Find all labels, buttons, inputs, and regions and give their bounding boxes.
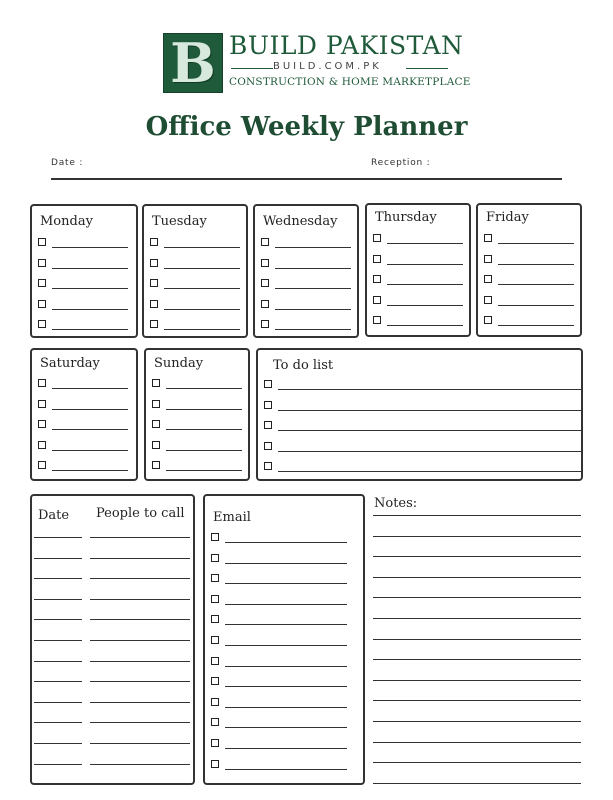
checkbox[interactable] [264,401,272,409]
write-line [225,542,347,543]
call-person-line [90,578,190,579]
calls-box [30,494,195,785]
checkbox[interactable] [261,300,269,308]
write-line [225,707,347,708]
write-line [225,727,347,728]
checkbox[interactable] [373,316,381,324]
checkbox[interactable] [38,300,46,308]
checkbox[interactable] [211,718,219,726]
checkbox[interactable] [373,234,381,242]
email-title: Email [213,510,251,525]
call-date-line [34,599,82,600]
call-person-line [90,743,190,744]
note-line [373,597,581,598]
write-line [387,284,463,285]
day-title: Sunday [154,356,204,371]
checkbox[interactable] [150,259,158,267]
write-line [498,305,574,306]
checkbox[interactable] [152,441,160,449]
write-line [164,247,240,248]
write-line [225,666,347,667]
call-person-line [90,681,190,682]
checkbox[interactable] [211,615,219,623]
write-line [164,309,240,310]
write-line [225,748,347,749]
logo-mark-icon: B [163,33,223,93]
write-line [225,624,347,625]
call-date-line [34,661,82,662]
logo-domain: BUILD.COM.PK [273,61,382,72]
write-line [225,583,347,584]
checkbox[interactable] [211,595,219,603]
checkbox[interactable] [211,574,219,582]
day-title: Wednesday [263,214,338,229]
logo-rule-right [406,68,448,69]
calls-date-header: Date [38,508,70,523]
calls-people-header: People to call [96,506,185,521]
checkbox[interactable] [373,275,381,283]
checkbox[interactable] [211,739,219,747]
checkbox[interactable] [150,300,158,308]
write-line [275,247,351,248]
checkbox[interactable] [264,380,272,388]
write-line [164,329,240,330]
day-title: Saturday [40,356,100,371]
checkbox[interactable] [373,296,381,304]
call-person-line [90,599,190,600]
call-person-line [90,537,190,538]
checkbox[interactable] [484,296,492,304]
call-date-line [34,722,82,723]
todo-title: To do list [273,358,334,373]
checkbox[interactable] [211,554,219,562]
write-line [387,243,463,244]
write-line [278,410,583,411]
note-line [373,577,581,578]
write-line [52,309,128,310]
write-line [52,329,128,330]
notes-area [373,494,583,789]
checkbox[interactable] [38,259,46,267]
checkbox[interactable] [211,760,219,768]
write-line [275,288,351,289]
day-box-thursday [365,203,471,337]
call-person-line [90,702,190,703]
day-box-monday [30,204,138,338]
notes-title: Notes: [374,496,418,511]
day-box-wednesday [253,204,359,338]
day-title: Friday [486,210,529,225]
email-box [203,494,365,785]
checkbox[interactable] [38,379,46,387]
day-title: Tuesday [152,214,207,229]
write-line [225,686,347,687]
write-line [387,305,463,306]
note-line [373,639,581,640]
date-label: Date : [51,158,84,168]
call-date-line [34,702,82,703]
checkbox[interactable] [38,400,46,408]
write-line [225,563,347,564]
call-date-line [34,558,82,559]
checkbox[interactable] [38,279,46,287]
note-line [373,700,581,701]
checkbox[interactable] [484,234,492,242]
write-line [52,409,128,410]
note-line [373,556,581,557]
checkbox[interactable] [211,657,219,665]
brand-logo [163,31,471,95]
write-line [225,645,347,646]
checkbox[interactable] [484,316,492,324]
write-line [52,429,128,430]
call-person-line [90,558,190,559]
day-box-saturday [30,348,138,481]
note-line [373,762,581,763]
checkbox[interactable] [150,320,158,328]
checkbox[interactable] [211,698,219,706]
logo-brand-name: BUILD PAKISTAN [229,31,464,60]
checkbox[interactable] [38,238,46,246]
note-line [373,536,581,537]
write-line [498,284,574,285]
write-line [275,309,351,310]
day-box-tuesday [142,204,248,338]
write-line [166,388,242,389]
write-line [498,264,574,265]
call-person-line [90,722,190,723]
checkbox[interactable] [211,677,219,685]
write-line [225,769,347,770]
call-date-line [34,743,82,744]
checkbox[interactable] [152,379,160,387]
write-line [164,288,240,289]
checkbox[interactable] [38,320,46,328]
checkbox[interactable] [38,461,46,469]
write-line [387,325,463,326]
checkbox[interactable] [484,255,492,263]
write-line [166,470,242,471]
write-line [166,409,242,410]
day-title: Thursday [375,210,437,225]
checkbox[interactable] [484,275,492,283]
call-date-line [34,681,82,682]
logo-rule-left [231,68,273,69]
header-rule [51,178,562,180]
call-date-line [34,640,82,641]
note-line [373,680,581,681]
write-line [278,471,583,472]
write-line [52,388,128,389]
write-line [52,288,128,289]
write-line [275,268,351,269]
write-line [498,325,574,326]
checkbox[interactable] [211,636,219,644]
write-line [164,268,240,269]
page-title: Office Weekly Planner [145,112,468,142]
checkbox[interactable] [264,421,272,429]
checkbox[interactable] [150,279,158,287]
write-line [498,243,574,244]
write-line [52,450,128,451]
checkbox[interactable] [152,400,160,408]
write-line [278,389,583,390]
checkbox[interactable] [38,441,46,449]
note-line [373,659,581,660]
write-line [52,470,128,471]
day-box-friday [476,203,582,337]
checkbox[interactable] [38,420,46,428]
call-person-line [90,619,190,620]
checkbox[interactable] [150,238,158,246]
note-line [373,721,581,722]
call-date-line [34,764,82,765]
write-line [225,604,347,605]
write-line [278,430,583,431]
call-person-line [90,764,190,765]
checkbox[interactable] [261,259,269,267]
note-line [373,742,581,743]
checkbox[interactable] [261,279,269,287]
write-line [166,429,242,430]
reception-label: Reception : [371,158,431,168]
call-date-line [34,578,82,579]
write-line [52,247,128,248]
todo-box [256,348,583,481]
logo-tagline: CONSTRUCTION & HOME MARKETPLACE [229,76,471,88]
checkbox[interactable] [152,461,160,469]
write-line [387,264,463,265]
write-line [278,451,583,452]
checkbox[interactable] [211,533,219,541]
checkbox[interactable] [261,238,269,246]
write-line [166,450,242,451]
call-person-line [90,640,190,641]
checkbox[interactable] [261,320,269,328]
note-line [373,783,581,784]
call-date-line [34,619,82,620]
checkbox[interactable] [373,255,381,263]
day-title: Monday [40,214,93,229]
day-box-sunday [144,348,250,481]
call-person-line [90,661,190,662]
checkbox[interactable] [152,420,160,428]
write-line [275,329,351,330]
checkbox[interactable] [264,462,272,470]
note-line [373,618,581,619]
call-date-line [34,537,82,538]
note-line [373,515,581,516]
write-line [52,268,128,269]
checkbox[interactable] [264,442,272,450]
